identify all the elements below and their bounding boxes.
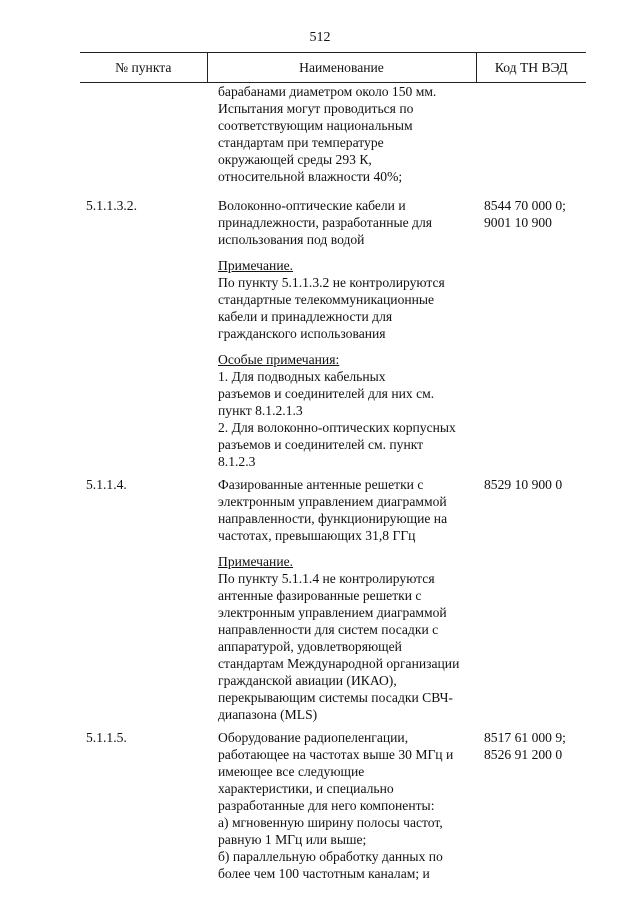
text-line: электронным управлением диаграммой — [218, 494, 447, 509]
item-name — [207, 83, 476, 186]
item-name — [207, 723, 476, 882]
code-line: 8544 70 000 0; — [484, 198, 566, 213]
tn-ved-code — [476, 470, 586, 723]
note-heading: Особые примечания: — [218, 352, 340, 367]
tn-ved-code — [476, 83, 586, 186]
page-number: 512 — [309, 30, 331, 45]
item-number: 5.1.1.5. — [86, 730, 127, 745]
text-line: принадлежности, разработанные для — [218, 215, 433, 230]
table-row — [80, 723, 586, 882]
text-line: равную 1 МГц или выше; — [218, 832, 367, 847]
header-item-number: № пункта — [80, 53, 207, 83]
text-line: разъемов и соединителей для них см. — [218, 386, 435, 401]
text-line: перекрывающим системы посадки СВЧ- — [218, 690, 453, 705]
code-line: 8517 61 000 9; — [484, 730, 566, 745]
table-row — [80, 470, 586, 723]
text-line: относительной влажности 40%; — [218, 169, 403, 184]
text-line: 1. Для подводных кабельных — [218, 369, 386, 384]
text-line: 8.1.2.3 — [218, 454, 256, 469]
note-heading: Примечание. — [218, 554, 294, 569]
text-line: характеристики, и специально — [218, 781, 394, 796]
text-line: Фазированные антенные решетки с — [218, 477, 424, 492]
item-name — [207, 470, 476, 723]
code-line: 8529 10 900 0 — [484, 477, 563, 492]
text-line: По пункту 5.1.1.3.2 не контролируются — [218, 275, 445, 290]
text-line: разъемов и соединителей см. пункт — [218, 437, 424, 452]
code-line: 8526 91 200 0 — [484, 747, 563, 762]
block-gap — [218, 544, 470, 553]
text-line: антенные фазированные решетки с — [218, 588, 422, 603]
text-line: гражданского использования — [218, 326, 386, 341]
header-tn-ved-code: Код ТН ВЭД — [476, 53, 586, 83]
note-heading: Примечание. — [218, 258, 294, 273]
code-line: 9001 10 900 — [484, 215, 552, 230]
item-name — [207, 185, 476, 470]
text-line: кабели и принадлежности для — [218, 309, 393, 324]
text-line: пункт 8.1.2.1.3 — [218, 403, 303, 418]
tn-ved-code — [476, 185, 586, 470]
document-table — [80, 52, 586, 882]
text-line: разработанные для него компоненты: — [218, 798, 435, 813]
item-number — [80, 83, 207, 186]
text-line: барабанами диаметром около 150 мм. — [218, 84, 437, 99]
item-number: 5.1.1.4. — [86, 477, 127, 492]
table-header-row — [80, 53, 586, 83]
text-line: использования под водой — [218, 232, 365, 247]
block-gap — [218, 342, 470, 351]
text-line: частотах, превышающих 31,8 ГГц — [218, 528, 416, 543]
text-line: направленности, функционирующие на — [218, 511, 448, 526]
text-line: имеющее все следующие — [218, 764, 365, 779]
table-row — [80, 83, 586, 186]
item-number: 5.1.1.3.2. — [86, 198, 137, 213]
text-line: Волоконно-оптические кабели и — [218, 198, 406, 213]
text-line: Испытания могут проводиться по — [218, 101, 414, 116]
text-line: а) мгновенную ширину полосы частот, — [218, 815, 443, 830]
table-row — [80, 185, 586, 470]
text-line: соответствующим национальным — [218, 118, 413, 133]
text-line: стандартам при температуре — [218, 135, 384, 150]
text-line: электронным управлением диаграммой — [218, 605, 447, 620]
text-line: диапазона (MLS) — [218, 707, 318, 722]
text-line: стандартные телекоммуникационные — [218, 292, 435, 307]
header-name: Наименование — [207, 53, 476, 83]
block-gap — [218, 248, 470, 257]
text-line: б) параллельную обработку данных по — [218, 849, 443, 864]
text-line: аппаратурой, удовлетворяющей — [218, 639, 402, 654]
text-line: стандартам Международной организации — [218, 656, 460, 671]
table-body — [80, 83, 586, 883]
text-line: гражданской авиации (ИКАО), — [218, 673, 397, 688]
text-line: окружающей среды 293 К, — [218, 152, 372, 167]
text-line: 2. Для волоконно-оптических корпусных — [218, 420, 456, 435]
text-line: работающее на частотах выше 30 МГц и — [218, 747, 454, 762]
tn-ved-code — [476, 723, 586, 882]
text-line: направленности для систем посадки с — [218, 622, 439, 637]
text-line: более чем 100 частотным каналам; и — [218, 866, 430, 881]
text-line: По пункту 5.1.1.4 не контролируются — [218, 571, 435, 586]
text-line: Оборудование радиопеленгации, — [218, 730, 409, 745]
